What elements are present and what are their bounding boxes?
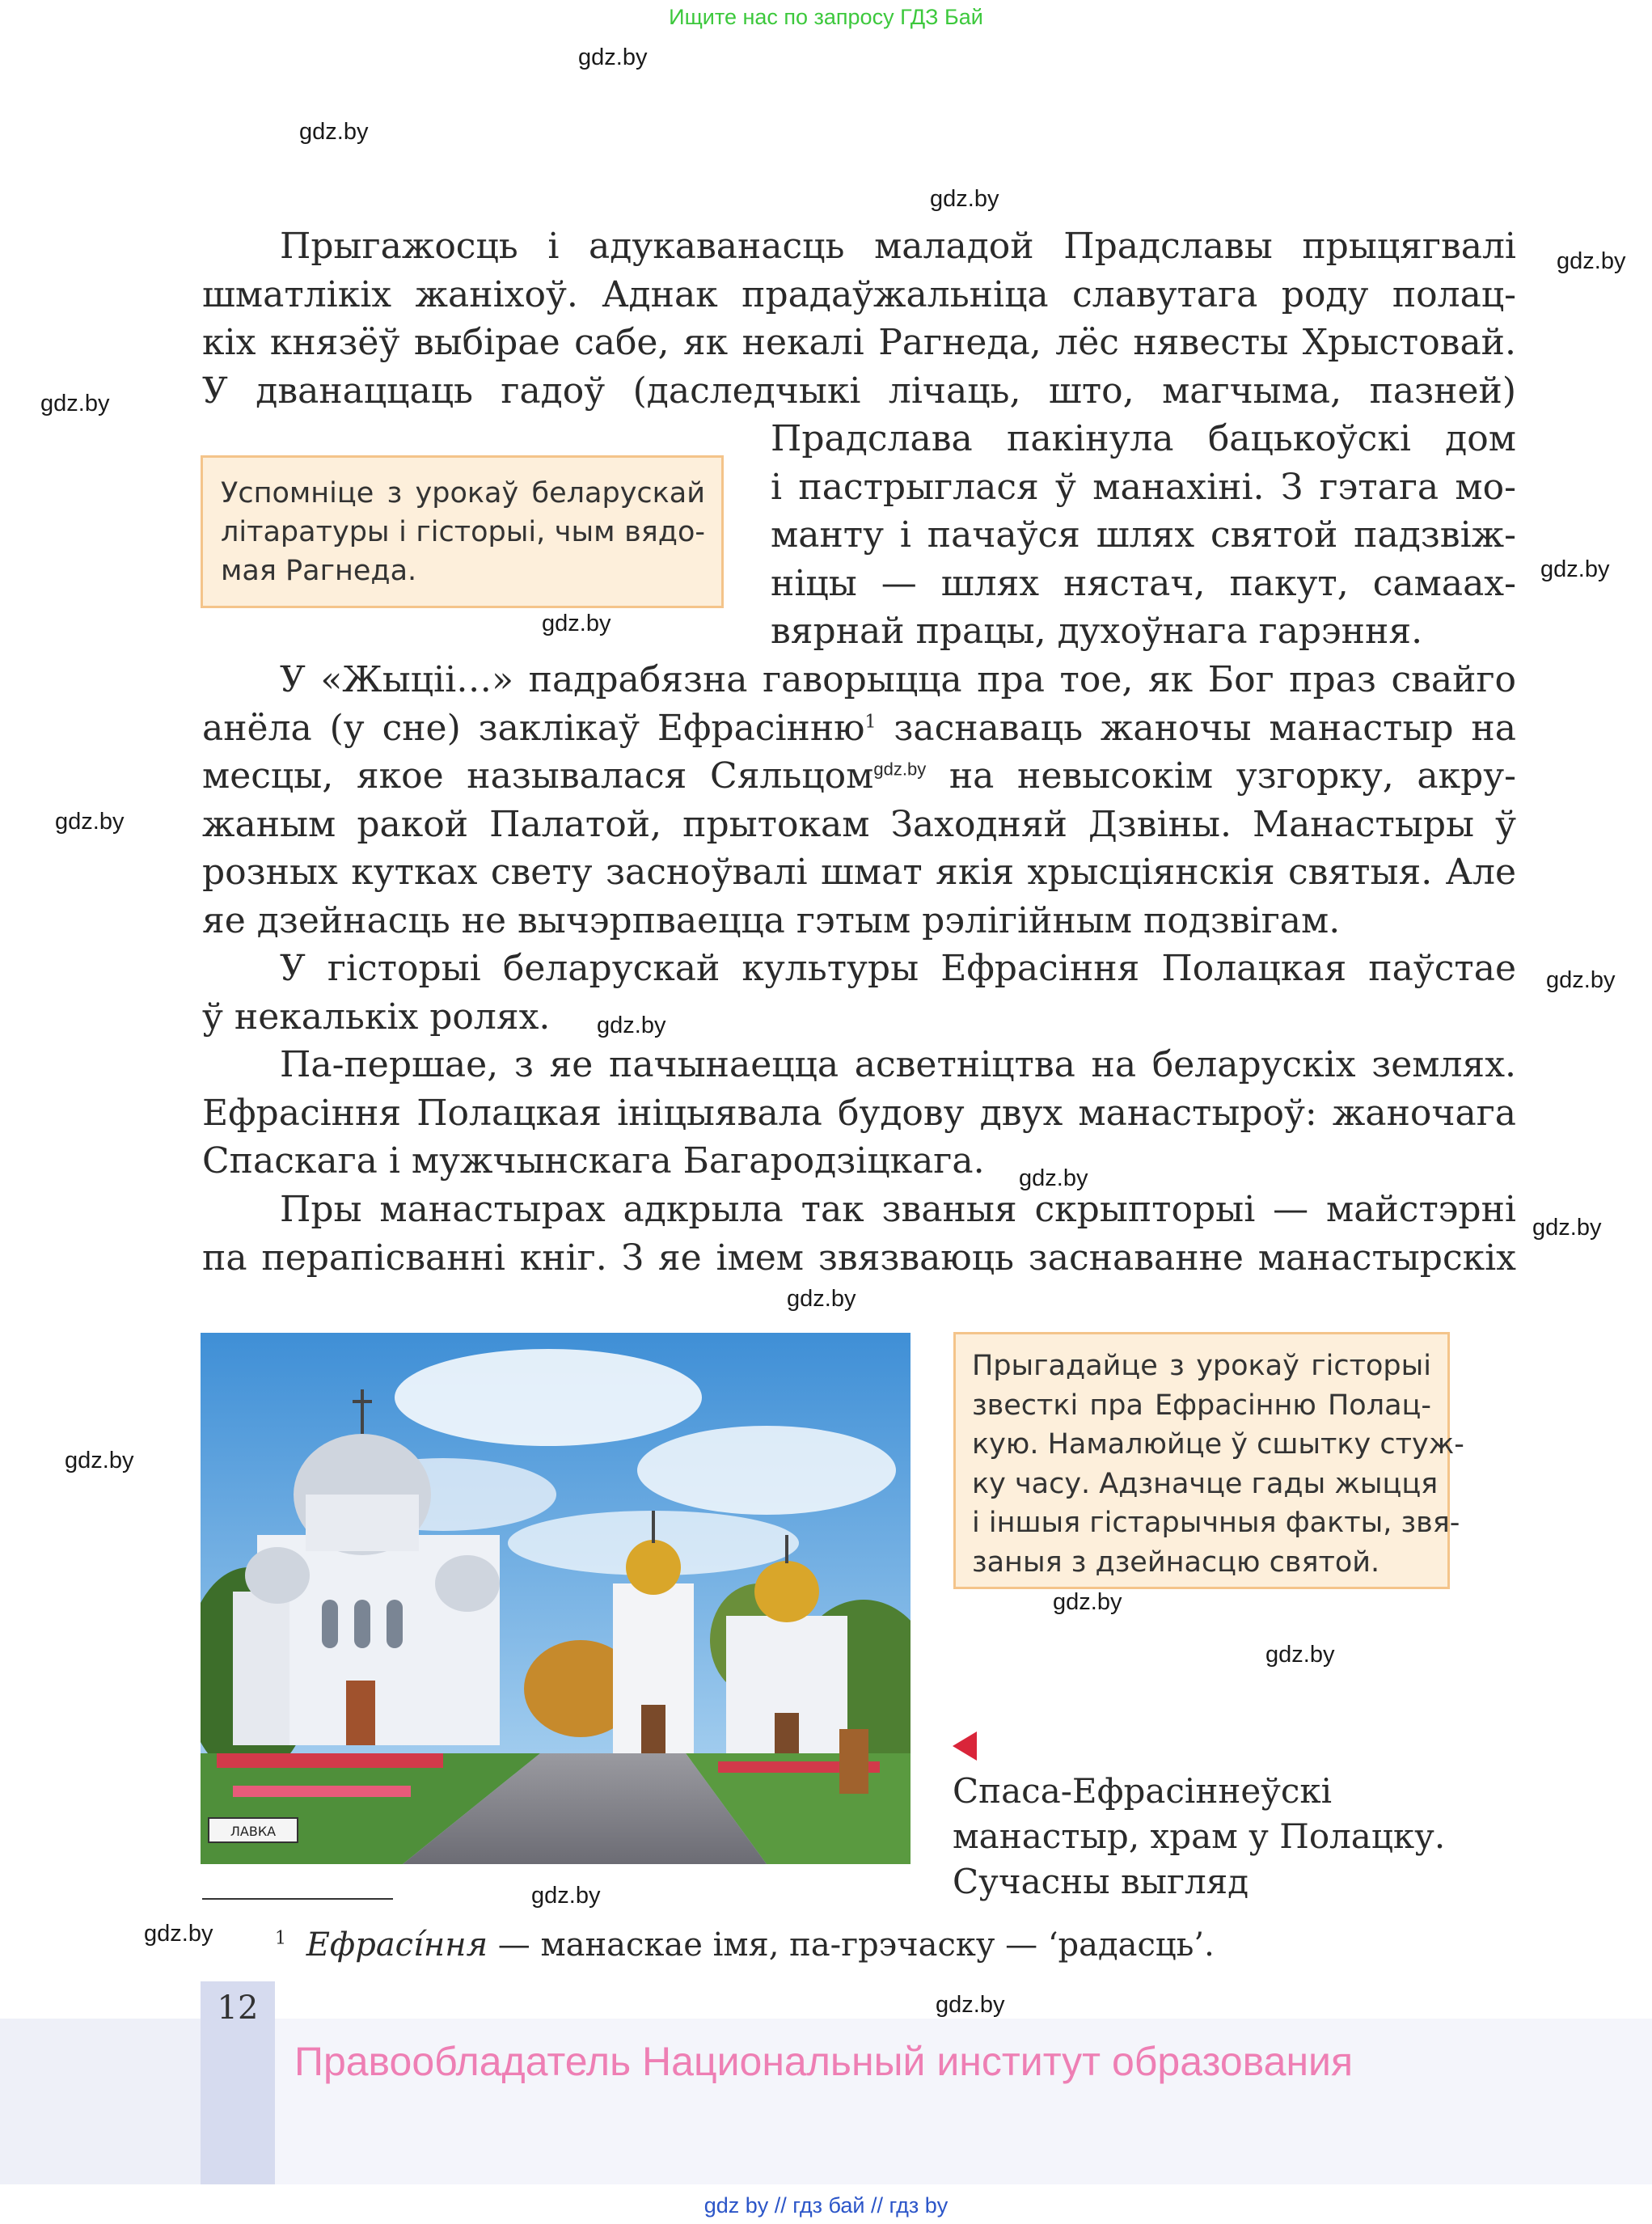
text-segment: анёла (у сне) заклікаў Ефрасінню	[202, 707, 865, 749]
watermark: gdz.by	[1265, 1642, 1335, 1668]
watermark: gdz.by	[542, 611, 611, 636]
sign-text: ЛАВКА	[230, 1824, 277, 1839]
watermark: gdz.by	[873, 759, 927, 780]
paragraph-1-side	[771, 415, 1516, 656]
text-line: і пастрыглася ў манахіні. З гэтага мо-	[771, 466, 1516, 508]
watermark: gdz.by	[40, 391, 110, 416]
text-segment: на невысокім узгорку, акру-	[926, 755, 1516, 797]
text-line: розных кутках свету засноўвалі шмат якія хрысціянскія святыя. Але	[202, 852, 1516, 893]
footnote-marker: 1	[275, 1928, 286, 1949]
text-line: ў некалькіх ролях.	[202, 996, 551, 1038]
footnote-term: Ефрасíння	[306, 1926, 488, 1964]
text-line: Спаскага і мужчынскага Багародзіцкага.	[202, 1140, 985, 1182]
watermark: gdz.by	[65, 1448, 134, 1474]
hint-line: мая Рагнеда.	[221, 555, 417, 587]
monastery-photo	[201, 1333, 911, 1864]
caption-marker-icon	[953, 1731, 977, 1761]
hint-line: Успомніце з урокаў беларускай	[221, 477, 705, 509]
text-line: шматлікіх жаніхоў. Аднак прадаўжальніца славутага роду полац-	[202, 273, 1516, 315]
paragraph-1	[202, 222, 1516, 415]
text-line	[202, 704, 1516, 753]
watermark: gdz.by	[1557, 248, 1626, 274]
hint-line: звесткі пра Ефрасінню Полац-	[972, 1389, 1431, 1422]
text-line: Пры манастырах адкрыла так званыя скрыпторыі — майстэрні	[280, 1189, 1516, 1230]
caption-text: Спаса-Ефрасіннеўскі	[953, 1771, 1333, 1811]
hint-line: заныя з дзейнасцю святой.	[972, 1545, 1380, 1579]
paragraph-2	[202, 656, 1516, 945]
hint-line: літаратуры і гісторыі, чым вядо-	[221, 516, 705, 548]
watermark: gdz.by	[930, 186, 999, 212]
footnote-divider	[202, 1898, 393, 1900]
text-line: манту і пачаўся шлях святой падзвіж-	[771, 514, 1516, 556]
caption-line: Сучасны выгляд	[953, 1862, 1249, 1901]
watermark: gdz.by	[1532, 1215, 1602, 1241]
text-line: Ефрасіння Полацкая ініцыявала будову двух манастыроў: жаночага	[202, 1092, 1516, 1134]
text-line: вярнай працы, духоўнага гарэння.	[771, 611, 1423, 652]
watermark: gdz.by	[1019, 1165, 1088, 1191]
monastery-illustration	[201, 1333, 911, 1864]
page-number: 12	[217, 1989, 259, 2027]
watermark: gdz.by	[787, 1286, 856, 1312]
text-line	[202, 752, 1516, 801]
hint-line: Прыгадайце з урокаў гісторыі	[972, 1350, 1431, 1382]
watermark: gdz.by	[1546, 967, 1616, 993]
watermark: gdz.by	[531, 1883, 601, 1909]
watermark: gdz.by	[597, 1013, 666, 1038]
hint-line: і іншыя гістарычныя факты, звя-	[972, 1507, 1460, 1539]
watermark: gdz.by	[299, 119, 369, 145]
watermark: gdz.by	[578, 44, 648, 70]
text-line: кіх князёў выбірае сабе, як некалі Рагнеда, лёс нявесты Хрыстовай.	[202, 322, 1516, 363]
footnote-ref: 1	[864, 711, 877, 732]
caption-line	[953, 1723, 1445, 1814]
copyright-notice: Правообладатель Национальный институт образования	[294, 2039, 1354, 2084]
text-line: Прыгажосць і адукаванасць маладой Прадславы прыцягвалі	[280, 226, 1516, 267]
paragraph-5	[202, 1186, 1516, 1282]
text-line: Прадслава пакінула бацькоўскі дом	[771, 418, 1516, 459]
footnote-definition: — манаскае імя, па-грэчаску — ‘радасць’.	[488, 1926, 1215, 1964]
footnote	[275, 1926, 1215, 1964]
hint-box-timeline	[953, 1332, 1464, 1589]
hint-box-ragneda	[201, 455, 724, 608]
text-line: ніцы — шлях нястач, пакут, самаах-	[771, 562, 1516, 604]
watermark: gdz.by	[1053, 1589, 1122, 1615]
text-line: Па-першае, з яе пачынаецца асветніцтва на беларускіх землях.	[280, 1044, 1516, 1085]
hint-line: кую. Намалюйце ў сшытку стуж-	[972, 1428, 1464, 1461]
footer-strip-left	[0, 2019, 201, 2184]
caption-line: манастыр, храм у Полацку.	[953, 1816, 1446, 1856]
text-line: яе дзейнасць не вычэрпваецца гэтым рэлігійным подзвігам.	[202, 899, 1341, 941]
text-line: па перапісванні кніг. З яе імем звязваюць заснаванне манастырскіх	[202, 1237, 1516, 1279]
text-segment: заснаваць жаночы манастыр на	[876, 707, 1516, 749]
text-line: У дванаццаць гадоў (даследчыкі лічаць, што, магчыма, пазней)	[202, 370, 1516, 412]
watermark: gdz.by	[1540, 556, 1610, 582]
text-line: жаным ракой Палатой, прытокам Заходняй Дзвіны. Манастыры ў	[202, 803, 1516, 845]
photo-caption	[953, 1723, 1445, 1905]
bottom-links[interactable]: gdz by // гдз бай // гдз by	[703, 2193, 949, 2218]
text-line: У гісторыі беларускай культуры Ефрасіння Полацкая паўстае	[280, 948, 1516, 989]
text-segment: месцы, якое называлася Сяльцом	[202, 755, 874, 797]
paragraph-3	[202, 945, 1516, 1041]
paragraph-4	[202, 1041, 1516, 1186]
text-line: У «Жыцii…» падрабязна гаворыцца пра тое, як Бог праз свайго	[280, 659, 1516, 700]
watermark: gdz.by	[936, 1992, 1005, 2018]
watermark: gdz.by	[144, 1921, 213, 1947]
top-banner[interactable]: Ищите нас по запросу ГДЗ Бай	[669, 5, 983, 29]
watermark: gdz.by	[55, 809, 125, 835]
hint-line: ку часу. Адзначце гады жыцця	[972, 1467, 1439, 1500]
